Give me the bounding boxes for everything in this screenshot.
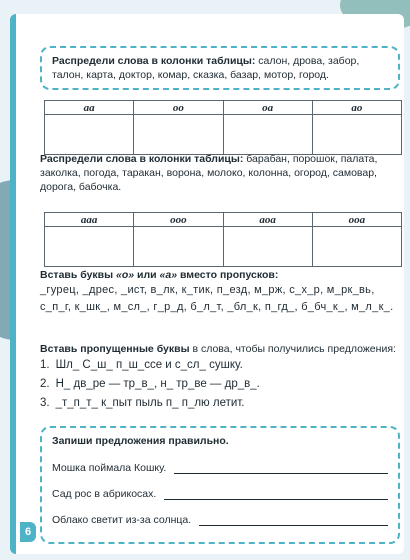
task2-section <box>40 152 402 194</box>
answer-cell[interactable] <box>134 115 223 155</box>
task1-words: салон, дрова, забор, талон, карта, доктор, комар, сказка, базар, мотор, город. <box>52 55 360 81</box>
item-number: 1. <box>40 359 50 371</box>
answer-cell[interactable] <box>134 227 223 267</box>
task3-words[interactable]: _гурец, _дрес, _ист, в_лк, к_тик, п_езд, м_рж, с_х_р, м_рк_вь, с_п_г, к_шк_, м_сл_, г_р_д, б_л_т, _бл_к, п_гд_, б_бч_к_, м_л_к_. <box>40 284 394 313</box>
column-header: ооа <box>312 213 401 227</box>
item-text: Шл_ С_ш_ п_ш_ссе и с_сл_ сушку. <box>55 359 243 371</box>
item-number: 2. <box>40 378 50 390</box>
task5-box <box>40 426 400 544</box>
task3-title-text: Вставь буквы <box>40 269 117 281</box>
column-header: оа <box>223 101 312 115</box>
sentence-text: Облако светит из-за солнца. <box>52 514 192 526</box>
task3-title-a: «а» <box>159 269 178 281</box>
task1-title: Распредели слова в колонки таблицы: <box>52 55 256 67</box>
task4-section <box>40 342 402 413</box>
sentence-text: Сад рос в абрикосах. <box>52 488 157 500</box>
column-header: аа <box>45 101 134 115</box>
task3-title-o: «о» <box>116 269 135 281</box>
answer-line[interactable] <box>174 464 388 474</box>
column-header: ааа <box>45 213 134 227</box>
sentence-text: Мошка поймала Кошку. <box>52 462 167 474</box>
task4-list <box>40 356 402 413</box>
item-text: Н_ дв_ре — тр_в_, н_ тр_ве — др_в_. <box>55 378 260 390</box>
task4-title <box>40 342 402 356</box>
task2-title: Распредели слова в колонки таблицы: <box>40 153 244 165</box>
column-header: ооо <box>134 213 223 227</box>
answer-cell[interactable] <box>312 115 401 155</box>
answer-cell[interactable] <box>223 115 312 155</box>
task2-words: барабан, порошок, палата, заколка, погода, таракан, ворона, молоко, колонна, огород, самовар, дорога, бабочка. <box>40 153 378 193</box>
task1-instruction <box>52 54 388 82</box>
column-header: аоа <box>223 213 312 227</box>
worksheet-page <box>10 14 404 554</box>
list-item[interactable] <box>40 394 402 413</box>
task1-table <box>44 100 402 155</box>
task2-instruction <box>40 152 402 194</box>
page-number: 6 <box>20 522 36 542</box>
task3-title-text: или <box>134 269 160 281</box>
column-header: ао <box>312 101 401 115</box>
task3-section <box>40 268 402 316</box>
answer-line[interactable] <box>199 516 388 526</box>
answer-cell[interactable] <box>312 227 401 267</box>
column-header: оо <box>134 101 223 115</box>
write-row[interactable] <box>52 488 388 500</box>
task2-table <box>44 212 402 267</box>
answer-cell[interactable] <box>45 115 134 155</box>
item-text: _т_п_т_ к_пыт пыль п_ п_лю летит. <box>55 397 245 409</box>
task3-title <box>40 268 402 282</box>
task4-title-rest: в слова, чтобы получились предложения: <box>189 343 396 355</box>
item-number: 3. <box>40 397 50 409</box>
list-item[interactable] <box>40 375 402 394</box>
write-row[interactable] <box>52 514 388 526</box>
task5-title: Запиши предложения правильно. <box>52 435 229 447</box>
answer-cell[interactable] <box>223 227 312 267</box>
list-item[interactable] <box>40 356 402 375</box>
task3-title-text: вместо пропусков: <box>177 269 279 281</box>
answer-cell[interactable] <box>45 227 134 267</box>
write-row[interactable] <box>52 462 388 474</box>
task4-title-bold: Вставь пропущенные буквы <box>40 343 190 355</box>
answer-line[interactable] <box>164 490 388 500</box>
task1-box <box>40 46 400 90</box>
